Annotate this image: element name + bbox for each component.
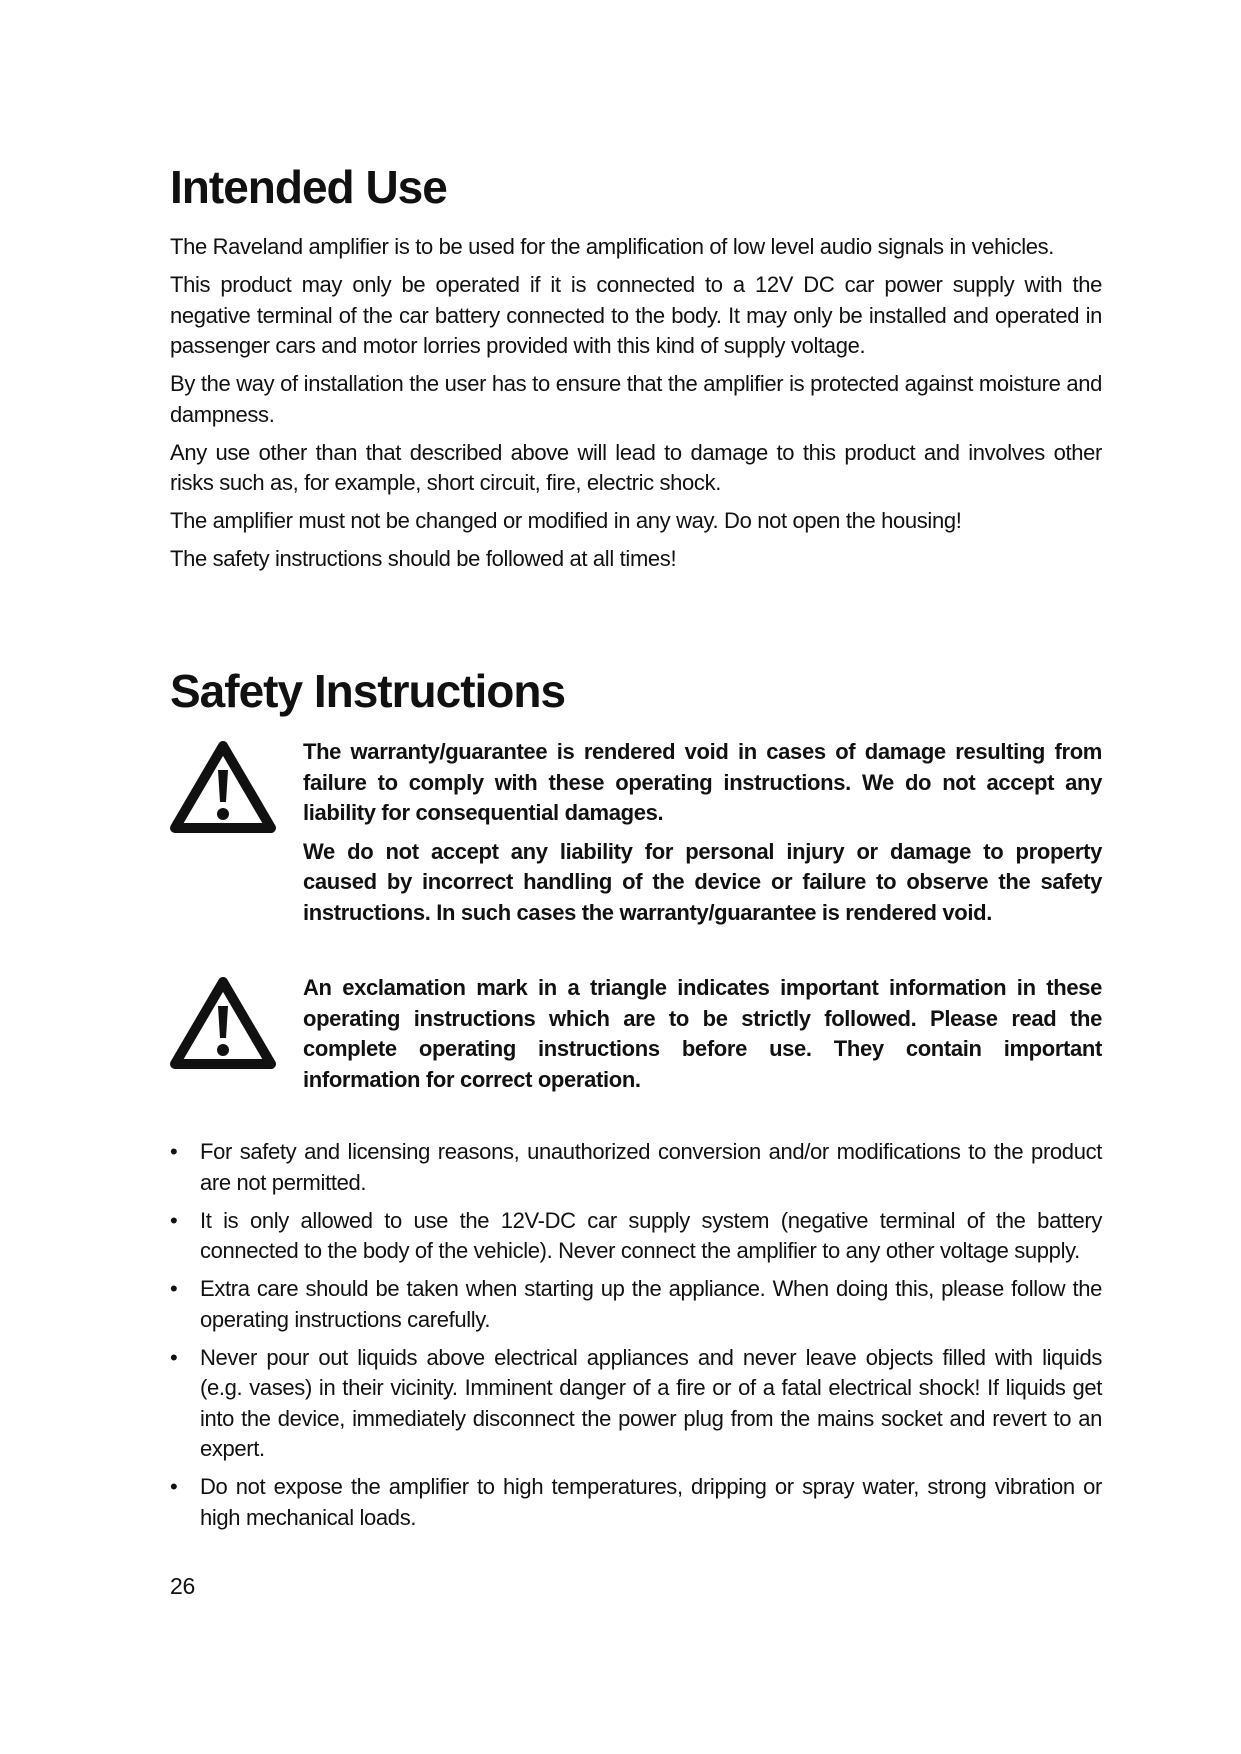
bullet-icon: • [170, 1474, 178, 1499]
warning-text [303, 737, 1102, 936]
intended-use-paragraph: The amplifier must not be changed or modified in any way. Do not open the housing! [170, 508, 962, 533]
bullet-text: For safety and licensing reasons, unauthorized conversion and/or modifications to the product are not permitted. [200, 1139, 1102, 1195]
bullet-text: Extra care should be taken when starting up the appliance. When doing this, please follow the operating instructions carefully. [200, 1276, 1102, 1332]
list-item [170, 1472, 1102, 1533]
intended-use-section [170, 232, 1102, 582]
bullet-icon: • [170, 1139, 178, 1164]
warning-paragraph: The warranty/guarantee is rendered void in cases of damage resulting from failure to comply with these operating instructions. We do not accept any liability for consequential damages. [303, 739, 1102, 825]
intended-use-paragraph: The safety instructions should be followed at all times! [170, 546, 677, 571]
bullet-icon: • [170, 1276, 178, 1301]
list-item [170, 1206, 1102, 1267]
warning-triangle-icon [170, 976, 276, 1072]
warning-text [303, 973, 1102, 1103]
warning-triangle-icon [170, 740, 276, 836]
warning-paragraph: We do not accept any liability for personal injury or damage to property caused by incorrect handling of the device or failure to observe the safety instructions. In such cases the warranty/guarantee is rendered void. [303, 838, 1102, 925]
bullet-text: Do not expose the amplifier to high temperatures, dripping or spray water, strong vibration or high mechanical loads. [200, 1474, 1102, 1530]
intended-use-paragraph: The Raveland amplifier is to be used for the amplification of low level audio signals in vehicles. [170, 234, 1055, 259]
intended-use-heading: Intended Use [170, 161, 447, 213]
bullet-icon: • [170, 1344, 178, 1370]
safety-bullet-list [170, 1137, 1102, 1541]
intended-use-paragraph: This product may only be operated if it is connected to a 12V DC car power supply with the negative terminal of the car battery connected to the body. It may only be installed and operated in passenger cars and motor lorries provided with this kind of supply voltage. [170, 272, 1102, 358]
bullet-icon: • [170, 1207, 178, 1233]
list-item [170, 1137, 1102, 1198]
intended-use-paragraph: Any use other than that described above will lead to damage to this product and involves other risks such as, for example, short circuit, fire, electric shock. [170, 439, 1102, 495]
safety-instructions-heading: Safety Instructions [170, 665, 566, 717]
manual-page [170, 0, 1102, 1754]
warning-paragraph: An exclamation mark in a triangle indicates important information in these operating instructions which are to be strictly followed. Please read the complete operating instructions before use. They contain important information for correct operation. [303, 975, 1102, 1092]
bullet-text: Never pour out liquids above electrical appliances and never leave objects filled with liquids (e.g. vases) in their vicinity. Imminent danger of a fire or of a fatal electrical shock! If liquids get into the device, immediately disconnect the power plug from the mains socket and revert to an expert. [200, 1344, 1102, 1461]
list-item [170, 1274, 1102, 1335]
bullet-text: It is only allowed to use the 12V-DC car supply system (negative terminal of the battery connected to the body of the vehicle). Never connect the amplifier to any other voltage supply. [200, 1207, 1102, 1263]
page-number: 26 [170, 1573, 195, 1599]
intended-use-paragraph: By the way of installation the user has to ensure that the amplifier is protected against moisture and dampness. [170, 371, 1102, 427]
list-item [170, 1343, 1102, 1465]
